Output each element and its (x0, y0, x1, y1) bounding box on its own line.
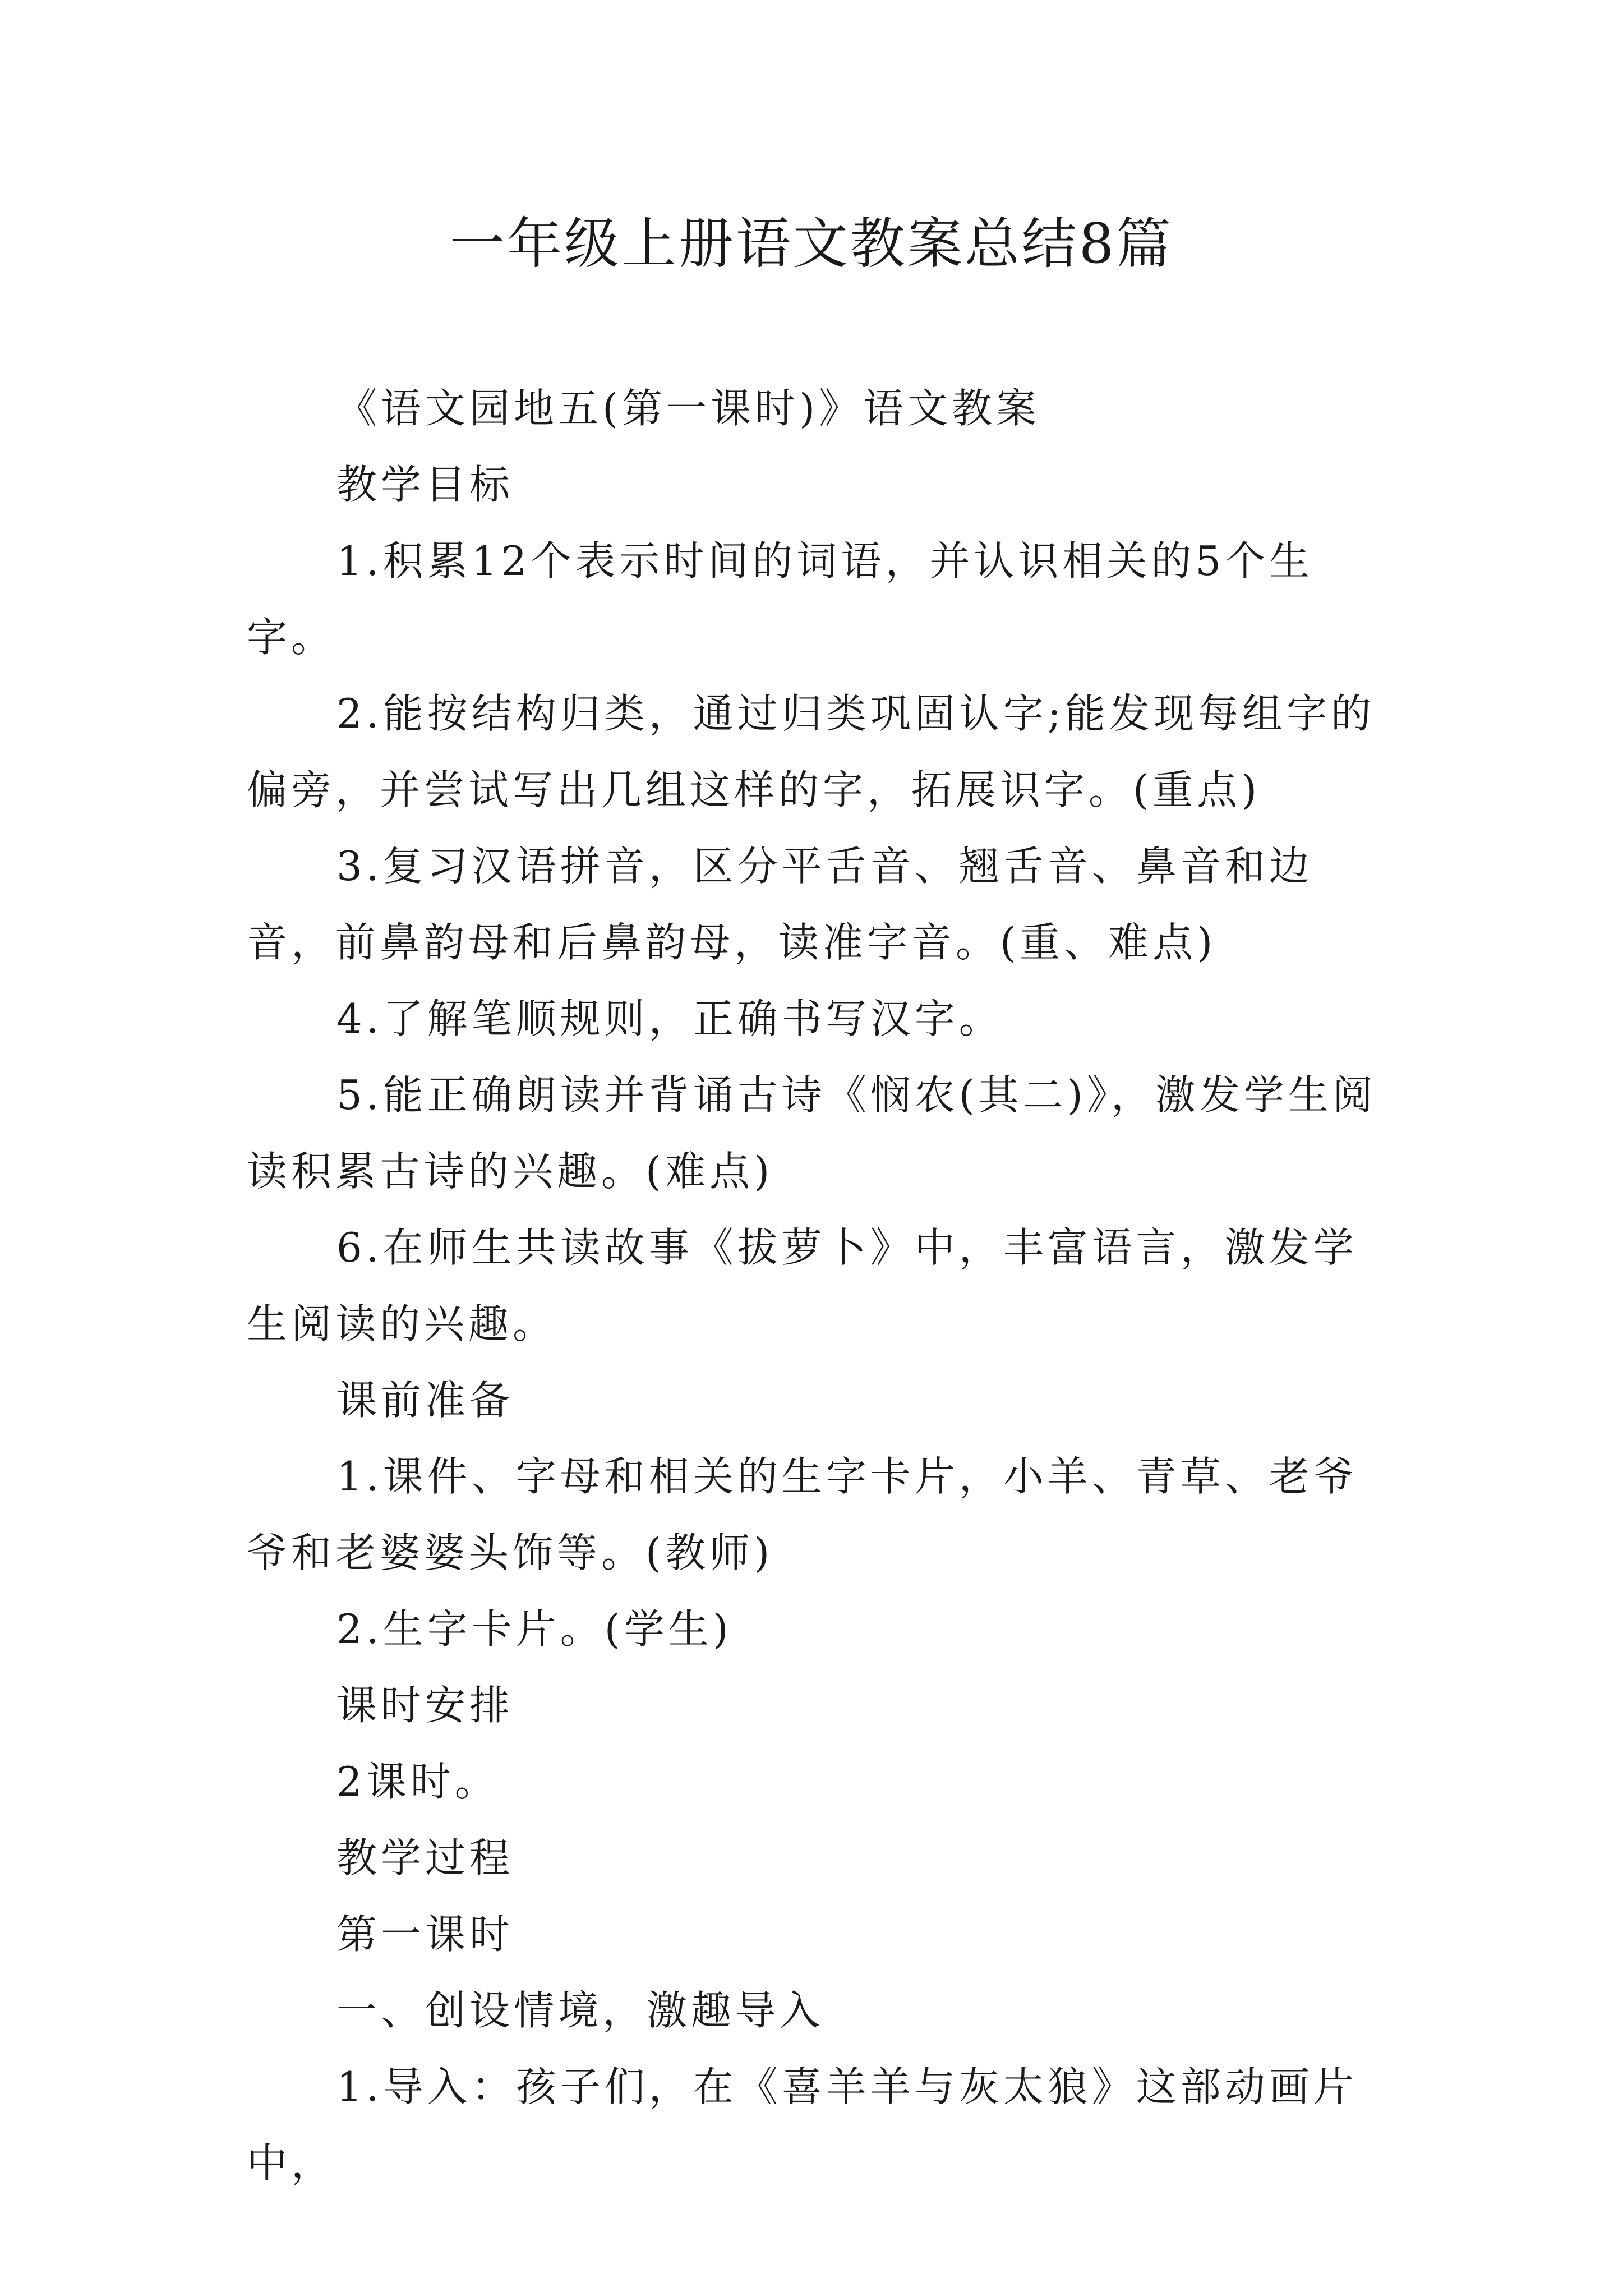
section-heading-preparation: 课前准备 (336, 1377, 514, 1424)
objective-item: 3.复习汉语拼音，区分平舌音、翘舌音、鼻音和边音，前鼻韵母和后鼻韵母，读准字音。(重、难点) (247, 843, 1313, 966)
section-heading-objectives: 教学目标 (336, 461, 514, 508)
section-heading-schedule: 课时安排 (336, 1682, 514, 1729)
document-title: 一年级上册语文教案总结8篇 (449, 212, 1174, 276)
objective-item: 2.能按结构归类，通过归类巩固认字;能发现每组字的偏旁，并尝试写出几组这样的字，拓展识字。(重点) (247, 690, 1375, 813)
section-heading-process: 教学过程 (336, 1834, 514, 1881)
step-item: 1.导入：孩子们，在《喜羊羊与灰太狼》这部动画片中， (247, 2063, 1358, 2187)
lesson-period-heading: 第一课时 (336, 1911, 514, 1958)
objective-item: 5.能正确朗读并背诵古诗《悯农(其二)》，激发学生阅读积累古诗的兴趣。(难点) (247, 1071, 1377, 1195)
objective-item: 4.了解笔顺规则，正确书写汉字。 (336, 995, 1003, 1042)
preparation-item: 2.生字卡片。(学生) (336, 1605, 732, 1653)
lesson-heading: 《语文园地五(第一课时)》语文教案 (336, 385, 1041, 432)
objective-item: 6.在师生共读故事《拔萝卜》中，丰富语言，激发学生阅读的兴趣。 (247, 1224, 1358, 1347)
document-body (247, 370, 1385, 2201)
objective-item: 1.积累12个表示时间的词语，并认识相关的5个生字。 (247, 537, 1314, 661)
schedule-text: 2课时。 (336, 1758, 499, 1805)
preparation-item: 1.课件、字母和相关的生字卡片，小羊、青草、老爷爷和老婆婆头饰等。(教师) (247, 1453, 1358, 1576)
step-heading: 一、创设情境，激趣导入 (336, 1987, 824, 2034)
